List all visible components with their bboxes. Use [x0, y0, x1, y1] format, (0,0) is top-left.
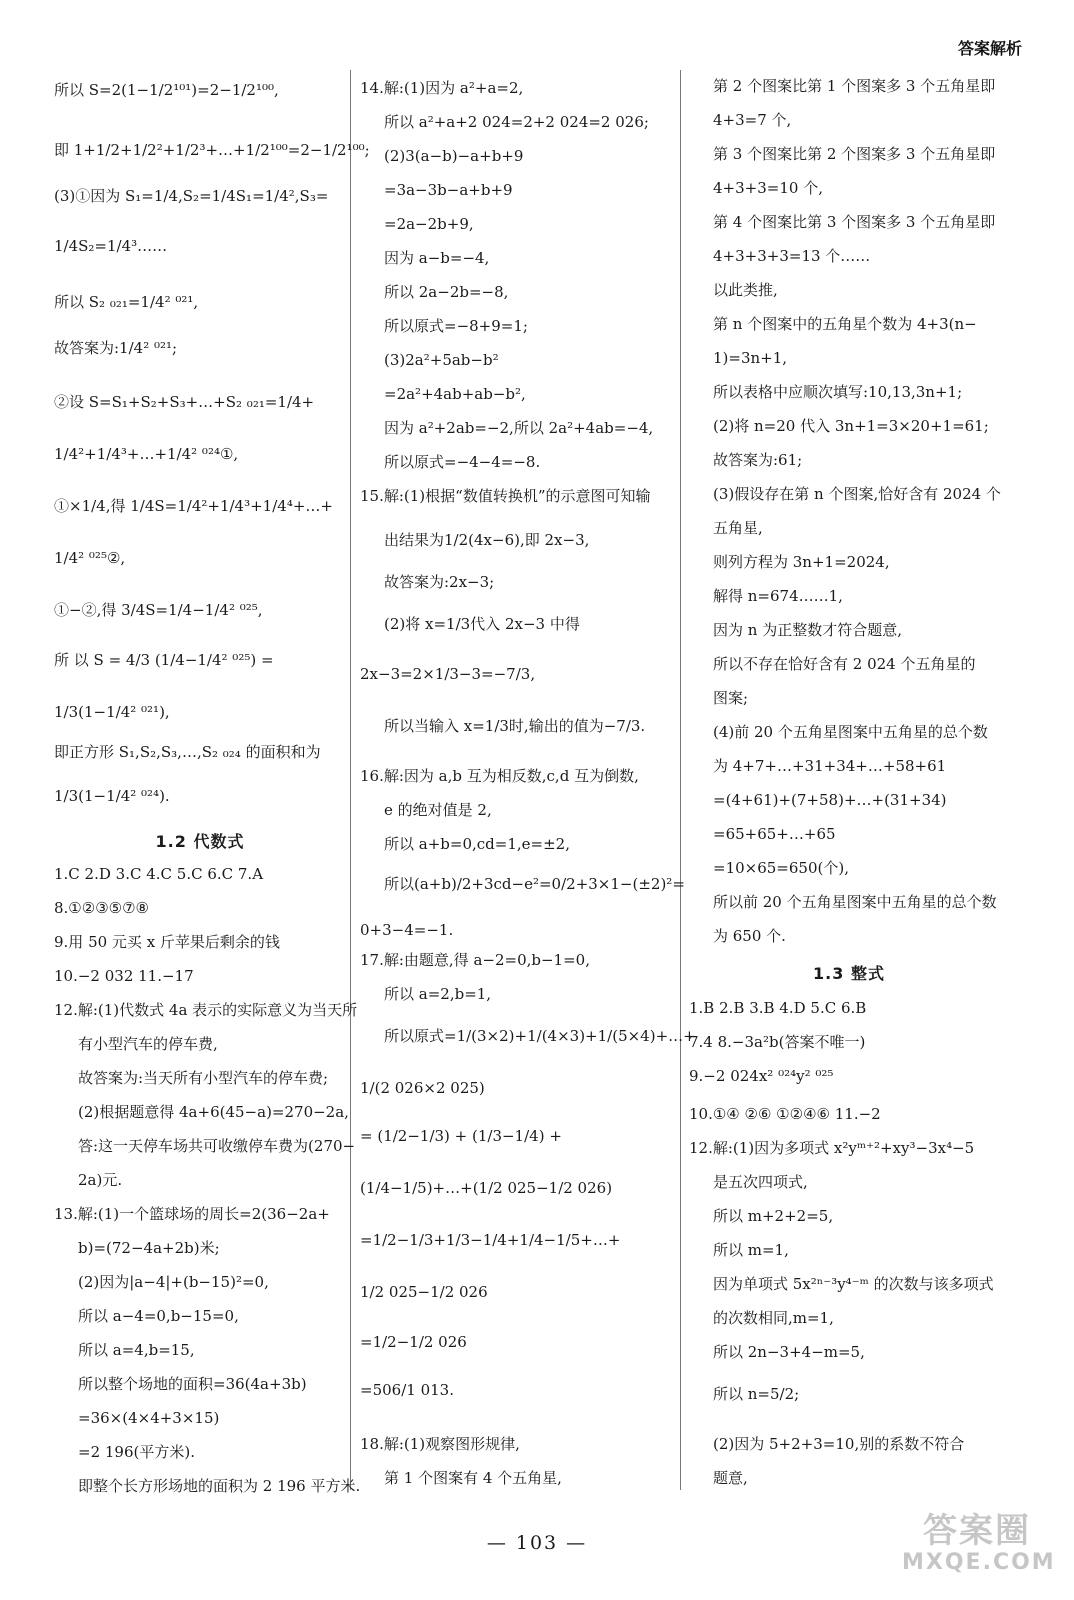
text-line: 17.解:由题意,得 a−2=0,b−1=0, — [360, 951, 590, 969]
text-line: 即正方形 S₁,S₂,S₃,…,S₂ ₀₂₄ 的面积和为 — [54, 743, 321, 761]
text-line: 所以表格中应顺次填写:10,13,3n+1; — [713, 383, 963, 401]
text-line: 所以原式=−4−4=−8. — [384, 453, 541, 471]
section-heading: 1.2 代数式 — [155, 832, 245, 851]
text-line: 第 4 个图案比第 3 个图案多 3 个五角星即 — [713, 213, 996, 231]
text-line: 所以(a+b)/2+3cd−e²=0/2+3×1−(±2)²= — [384, 875, 685, 893]
text-line: 2x−3=2×1/3−3=−7/3, — [360, 665, 536, 683]
text-line: 4+3+3=10 个, — [713, 179, 823, 197]
text-line: ①×1/4,得 1/4S=1/4²+1/4³+1/4⁴+…+ — [54, 497, 333, 515]
text-line: ①−②,得 3/4S=1/4−1/4² ⁰²⁵, — [54, 601, 263, 619]
text-line: =36×(4×4+3×15) — [78, 1409, 220, 1427]
text-line: 18.解:(1)观察图形规律, — [360, 1435, 520, 1453]
text-line: (2)因为 5+2+3=10,别的系数不符合 — [713, 1435, 965, 1453]
text-line: (2)因为|a−4|+(b−15)²=0, — [78, 1273, 269, 1291]
text-line: 因为 a²+2ab=−2,所以 2a²+4ab=−4, — [384, 419, 654, 437]
text-line: 12.解:(1)因为多项式 x²yᵐ⁺²+xy³−3x⁴−5 — [689, 1139, 975, 1157]
text-line: 1/4² ⁰²⁵②, — [54, 549, 126, 567]
text-line: 图案; — [713, 689, 749, 707]
text-line: 16.解:因为 a,b 互为相反数,c,d 互为倒数, — [360, 767, 639, 785]
text-line: =506/1 013. — [360, 1381, 454, 1399]
text-line: (2)将 n=20 代入 3n+1=3×20+1=61; — [713, 417, 989, 435]
text-line: 解得 n=674……1, — [713, 587, 843, 605]
text-line: 故答案为:2x−3; — [384, 573, 495, 591]
text-line: 0+3−4=−1. — [360, 921, 454, 939]
text-line: 所以不存在恰好含有 2 024 个五角星的 — [713, 655, 976, 673]
text-line: 第 2 个图案比第 1 个图案多 3 个五角星即 — [713, 77, 996, 95]
text-line: 所以 S₂ ₀₂₁=1/4² ⁰²¹, — [54, 293, 199, 311]
text-line: 所以原式=−8+9=1; — [384, 317, 528, 335]
text-line: 所以原式=1/(3×2)+1/(4×3)+1/(5×4)+…+ — [384, 1027, 696, 1045]
text-line: 1/4S₂=1/4³…… — [54, 237, 168, 255]
text-line: 所以 S=2(1−1/2¹⁰¹)=2−1/2¹⁰⁰, — [54, 81, 279, 99]
text-line: 题意, — [713, 1469, 748, 1487]
text-line: 故答案为:61; — [713, 451, 803, 469]
watermark-bottom-text: MXQE.COM — [902, 1550, 1056, 1575]
text-line: 1/3(1−1/4² ⁰²¹), — [54, 703, 170, 721]
text-line: 所 以 S = 4/3 (1/4−1/4² ⁰²⁵) = — [54, 651, 274, 669]
section-heading: 1.3 整式 — [813, 964, 885, 983]
text-line: 15.解:(1)根据“数值转换机”的示意图可知输 — [360, 487, 651, 505]
text-line: 14.解:(1)因为 a²+a=2, — [360, 79, 524, 97]
text-line: 4+3=7 个, — [713, 111, 792, 129]
text-line: 第 3 个图案比第 2 个图案多 3 个五角星即 — [713, 145, 996, 163]
text-line: 出结果为1/2(4x−6),即 2x−3, — [384, 531, 590, 549]
text-line: 即整个长方形场地的面积为 2 196 平方米. — [78, 1477, 361, 1495]
text-line: 所以 a²+a+2 024=2+2 024=2 026; — [384, 113, 649, 131]
text-line: 故答案为:1/4² ⁰²¹; — [54, 339, 178, 357]
text-line: 为 650 个. — [713, 927, 786, 945]
text-line: 1/3(1−1/4² ⁰²⁴). — [54, 787, 170, 805]
text-line: 为 4+7+…+31+34+…+58+61 — [713, 757, 947, 775]
column-divider-2 — [680, 70, 681, 1490]
text-line: =2 196(平方米). — [78, 1443, 195, 1461]
text-line: e 的绝对值是 2, — [384, 801, 492, 819]
text-line: =2a²+4ab+ab−b², — [384, 385, 526, 403]
text-line: 因为 a−b=−4, — [384, 249, 490, 267]
text-line: =3a−3b−a+b+9 — [384, 181, 513, 199]
text-line: (4)前 20 个五角星图案中五角星的总个数 — [713, 723, 988, 741]
text-line: 第 1 个图案有 4 个五角星, — [384, 1469, 562, 1487]
text-line: 1.B 2.B 3.B 4.D 5.C 6.B — [689, 999, 867, 1017]
text-line: 因为 n 为正整数才符合题意, — [713, 621, 902, 639]
text-line: (3)①因为 S₁=1/4,S₂=1/4S₁=1/4²,S₃= — [54, 187, 329, 205]
text-line: 因为单项式 5x²ⁿ⁻³y⁴⁻ᵐ 的次数与该多项式 — [713, 1275, 994, 1293]
text-line: (2)将 x=1/3代入 2x−3 中得 — [384, 615, 580, 633]
text-line: 13.解:(1)一个篮球场的周长=2(36−2a+ — [54, 1205, 330, 1223]
text-line: 1/(2 026×2 025) — [360, 1079, 485, 1097]
text-line: 1)=3n+1, — [713, 349, 788, 367]
text-line: 1/2 025−1/2 026 — [360, 1283, 488, 1301]
text-line: 4+3+3+3=13 个…… — [713, 247, 871, 265]
text-line: ②设 S=S₁+S₂+S₃+…+S₂ ₀₂₁=1/4+ — [54, 393, 315, 411]
text-line: 所以整个场地的面积=36(4a+3b) — [78, 1375, 307, 1393]
text-line: 故答案为:当天所有小型汽车的停车费; — [78, 1069, 329, 1087]
text-line: 所以 a+b=0,cd=1,e=±2, — [384, 835, 570, 853]
text-line: 以此类推, — [713, 281, 778, 299]
text-line: (3)2a²+5ab−b² — [384, 351, 499, 369]
text-line: 7.4 8.−3a²b(答案不唯一) — [689, 1033, 866, 1051]
text-line: 所以 n=5/2; — [713, 1385, 800, 1403]
text-line: 所以 2n−3+4−m=5, — [713, 1343, 865, 1361]
text-line: =65+65+…+65 — [713, 825, 836, 843]
header-label: 答案解析 — [957, 39, 1022, 58]
text-line: 12.解:(1)代数式 4a 表示的实际意义为当天所 — [54, 1001, 358, 1019]
text-line: 9.用 50 元买 x 斤苹果后剩余的钱 — [54, 933, 280, 951]
text-line: 2a)元. — [78, 1171, 123, 1189]
text-line: =10×65=650(个), — [713, 859, 849, 877]
text-line: = (1/2−1/3) + (1/3−1/4) + — [360, 1127, 562, 1145]
text-line: 所以 a−4=0,b−15=0, — [78, 1307, 239, 1325]
text-line: =2a−2b+9, — [384, 215, 474, 233]
text-line: =1/2−1/2 026 — [360, 1333, 467, 1351]
text-line: 所以 a=2,b=1, — [384, 985, 492, 1003]
text-line: 五角星, — [713, 519, 763, 537]
text-line: 所以 m+2+2=5, — [713, 1207, 834, 1225]
text-line: =(4+61)+(7+58)+…+(31+34) — [713, 791, 947, 809]
text-line: 所以当输入 x=1/3时,输出的值为−7/3. — [384, 717, 646, 735]
watermark-top-text: 答案圈 — [923, 1511, 1031, 1551]
text-line: 是五次四项式, — [713, 1173, 808, 1191]
text-line: 第 n 个图案中的五角星个数为 4+3(n− — [713, 315, 977, 333]
text-line: 所以前 20 个五角星图案中五角星的总个数 — [713, 893, 997, 911]
text-line: 8.①②③⑤⑦⑧ — [54, 899, 149, 917]
text-line: 答:这一天停车场共可收缴停车费为(270− — [78, 1137, 356, 1155]
text-line: 则列方程为 3n+1=2024, — [713, 553, 890, 571]
text-line: 9.−2 024x² ⁰²⁴y² ⁰²⁵ — [689, 1067, 834, 1085]
text-line: 1.C 2.D 3.C 4.C 5.C 6.C 7.A — [54, 865, 264, 883]
text-line: 所以 m=1, — [713, 1241, 789, 1259]
text-line: (2)3(a−b)−a+b+9 — [384, 147, 524, 165]
text-line: 1/4²+1/4³+…+1/4² ⁰²⁴①, — [54, 445, 239, 463]
text-line: 有小型汽车的停车费, — [78, 1035, 218, 1053]
text-line: 10.①④ ②⑥ ①②④⑥ 11.−2 — [689, 1105, 881, 1123]
text-line: 的次数相同,m=1, — [713, 1309, 834, 1327]
text-line: 10.−2 032 11.−17 — [54, 967, 194, 985]
watermark-logo — [902, 1511, 1056, 1578]
text-line: b)=(72−4a+2b)米; — [78, 1239, 220, 1257]
text-line: 所以 2a−2b=−8, — [384, 283, 509, 301]
text-line: 即 1+1/2+1/2²+1/2³+…+1/2¹⁰⁰=2−1/2¹⁰⁰; — [54, 141, 370, 159]
text-line: 所以 a=4,b=15, — [78, 1341, 195, 1359]
text-line: (2)根据题意得 4a+6(45−a)=270−2a, — [78, 1103, 349, 1121]
page-number: — 103 — — [486, 1532, 588, 1554]
column-divider-1 — [350, 70, 351, 1490]
text-line: (3)假设存在第 n 个图案,恰好含有 2024 个 — [713, 485, 1001, 503]
text-line: (1/4−1/5)+…+(1/2 025−1/2 026) — [360, 1179, 613, 1197]
text-line: =1/2−1/3+1/3−1/4+1/4−1/5+…+ — [360, 1231, 621, 1249]
